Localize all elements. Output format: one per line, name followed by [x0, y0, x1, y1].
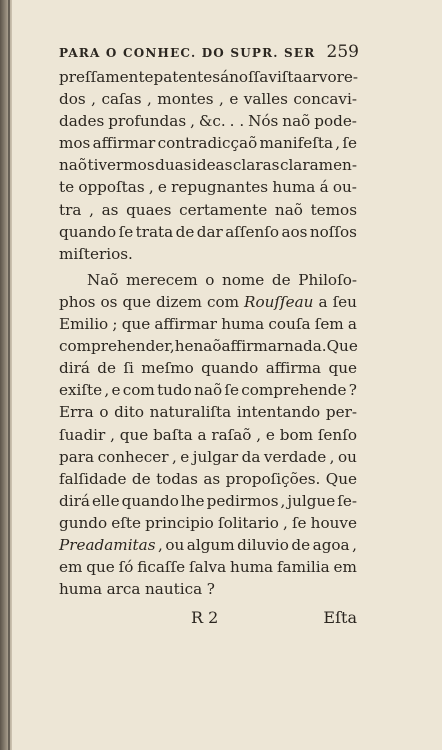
- word: quaes: [126, 200, 172, 219]
- word: claras: [232, 156, 280, 175]
- word: miſterios.: [59, 244, 133, 263]
- text-line: [59, 154, 357, 176]
- word: julgue: [287, 491, 336, 510]
- word: &c.: [198, 112, 226, 131]
- word: Que: [325, 469, 357, 488]
- text-line: [59, 291, 357, 313]
- word: ſeu: [332, 292, 357, 311]
- word: diluvio: [237, 535, 289, 554]
- word: duas: [155, 156, 192, 175]
- page-number: 259: [326, 42, 359, 62]
- word: de: [291, 535, 311, 554]
- word: affirmar: [221, 337, 285, 356]
- word: mos: [59, 134, 91, 153]
- word: e: [111, 381, 121, 400]
- word: ſalva: [189, 558, 227, 577]
- text-line: [59, 243, 357, 265]
- word: naõ: [193, 337, 222, 356]
- word: ſe: [291, 513, 307, 532]
- word: huma: [221, 315, 265, 334]
- word: ſem: [314, 315, 344, 334]
- word: naõ: [282, 112, 311, 131]
- word: que: [121, 315, 151, 334]
- word: ,: [148, 178, 154, 197]
- word: noſſos: [309, 222, 357, 241]
- word: da: [241, 447, 261, 466]
- word: ſó: [118, 558, 134, 577]
- word: viſta: [268, 68, 303, 86]
- word: lhe: [180, 491, 205, 510]
- word: agoa: [312, 535, 350, 554]
- word: arvore-: [302, 68, 359, 86]
- word: raſaõ: [211, 425, 252, 444]
- word: ?: [348, 381, 357, 400]
- word: o: [99, 403, 109, 422]
- word: eſte: [111, 513, 141, 532]
- book-gutter-edge: [8, 0, 10, 750]
- word: gundo: [59, 513, 108, 532]
- word: ,: [280, 491, 286, 510]
- word: repugnantes: [171, 178, 269, 197]
- word: Philoſo-: [298, 270, 357, 289]
- word: comprehende: [241, 381, 347, 400]
- word: pedirmos: [206, 491, 279, 510]
- word: a: [318, 292, 328, 311]
- word: os: [100, 292, 118, 311]
- text-line: [59, 199, 357, 221]
- book-gutter-shadow: [0, 0, 12, 750]
- word: tudo: [157, 381, 192, 400]
- word: ſe-: [337, 491, 357, 510]
- word: propoſições.: [225, 469, 321, 488]
- word: dizem: [155, 292, 202, 311]
- text-line: [59, 88, 357, 110]
- word: huma: [272, 178, 316, 197]
- text-line: [59, 446, 357, 468]
- text-line: [59, 556, 357, 578]
- word: baſta: [153, 425, 193, 444]
- word: ,: [91, 90, 96, 109]
- text-line: [59, 490, 357, 512]
- word: intentando: [236, 403, 321, 422]
- text-line: [59, 401, 357, 423]
- word: naturaliſta: [149, 403, 232, 422]
- signature-mark: R 2: [191, 608, 219, 627]
- word: manifeſta: [259, 134, 333, 153]
- book-page: [12, 0, 442, 750]
- word: affirmar: [92, 134, 156, 153]
- word: Rouſſeau: [244, 292, 314, 311]
- word: nada.: [284, 337, 327, 356]
- word: ,: [158, 535, 163, 554]
- word: elle: [91, 491, 120, 510]
- word: conhecer: [97, 447, 169, 466]
- word: dito: [114, 403, 144, 422]
- word: dirá: [59, 359, 90, 378]
- word: profundas: [108, 112, 187, 131]
- word: á: [319, 178, 329, 197]
- running-head: [59, 42, 359, 62]
- word: as: [203, 469, 221, 488]
- word: á: [220, 68, 230, 86]
- word: phos: [59, 292, 96, 311]
- text-line: [59, 221, 357, 243]
- word: para: [59, 447, 95, 466]
- word: montes: [157, 90, 214, 109]
- word: exiſte: [59, 381, 103, 400]
- word: oppoſtas: [78, 178, 145, 197]
- text-line: [59, 379, 357, 401]
- word: dos: [59, 90, 86, 109]
- word: valles: [243, 90, 288, 109]
- word: ſuadir: [59, 425, 106, 444]
- word: o: [205, 270, 215, 289]
- word: contradicçaõ: [157, 134, 258, 153]
- word: te: [59, 178, 75, 197]
- word: comprehender,: [59, 337, 175, 356]
- word: ,: [219, 90, 224, 109]
- word: ,: [282, 513, 288, 532]
- word: ,: [172, 447, 177, 466]
- word: ,: [352, 535, 357, 554]
- word: julgar: [192, 447, 239, 466]
- word: ,: [335, 134, 341, 153]
- word: de: [271, 270, 291, 289]
- word: ſenſo: [317, 425, 357, 444]
- body-text: [59, 66, 357, 600]
- word: que: [86, 558, 115, 577]
- word: Erra: [59, 403, 94, 422]
- word: noſſa: [229, 68, 269, 86]
- word: dar: [196, 222, 223, 241]
- word: certamente: [179, 200, 268, 219]
- word: em: [59, 558, 83, 577]
- word: aſſenſo: [225, 222, 280, 241]
- word: e: [157, 178, 167, 197]
- word: algum: [186, 535, 235, 554]
- word: quando: [59, 222, 117, 241]
- word: em: [333, 558, 357, 577]
- word: ſe: [224, 381, 239, 400]
- word: e: [180, 447, 190, 466]
- text-line: [59, 357, 357, 379]
- running-title: PARA O CONHEC. DO SUPR. SER: [59, 46, 316, 60]
- word: ;: [112, 315, 118, 334]
- word: patentes: [153, 68, 221, 86]
- catchword: Eſta: [323, 608, 357, 627]
- word: que: [328, 359, 357, 378]
- word: ſolitario: [217, 513, 279, 532]
- word: Emilio: [59, 315, 109, 334]
- word: Preadamitas: [59, 535, 156, 554]
- word: trata: [135, 222, 174, 241]
- word: ,: [104, 381, 110, 400]
- word: affirmar: [154, 315, 218, 334]
- word: per-: [325, 403, 357, 422]
- word: temos: [310, 200, 357, 219]
- word: e: [265, 425, 275, 444]
- word: naõ: [274, 200, 303, 219]
- word: ou: [165, 535, 185, 554]
- word: a: [197, 425, 207, 444]
- word: tivermos: [87, 156, 155, 175]
- word: de: [175, 222, 195, 241]
- word: concavi-: [293, 90, 357, 109]
- word: as: [101, 200, 119, 219]
- word: ,: [146, 90, 152, 109]
- word: dirá: [59, 491, 90, 510]
- word: houve: [310, 513, 357, 532]
- word: caſas: [101, 90, 142, 109]
- text-line: [59, 512, 357, 534]
- text-line: [59, 578, 357, 600]
- word: nautica: [145, 580, 203, 599]
- word: preſſamente: [59, 68, 154, 86]
- word: todas: [156, 469, 198, 488]
- word: familia: [276, 558, 330, 577]
- word: dades: [59, 112, 105, 131]
- word: ou: [337, 447, 357, 466]
- word: e: [229, 90, 239, 109]
- word: ,: [110, 425, 115, 444]
- word: meſmo: [141, 359, 194, 378]
- word: merecem: [126, 270, 198, 289]
- word: claramen-: [279, 156, 357, 175]
- word: Nós: [248, 112, 279, 131]
- word: falſidade: [59, 469, 127, 488]
- text-line: [59, 176, 357, 198]
- text-line: [59, 468, 357, 490]
- word: quando: [121, 491, 179, 510]
- text-line: [59, 313, 357, 335]
- word: Que: [326, 337, 358, 356]
- text-line: [59, 534, 357, 556]
- word: que: [122, 292, 151, 311]
- word: ideas: [191, 156, 233, 175]
- word: huma: [230, 558, 274, 577]
- word: couſa: [268, 315, 311, 334]
- word: ,: [256, 425, 262, 444]
- word: ſe: [118, 222, 134, 241]
- word: a: [347, 315, 357, 334]
- word: ,: [89, 200, 94, 219]
- word: com: [206, 292, 240, 311]
- text-line: [59, 110, 357, 132]
- word: ,: [190, 112, 195, 131]
- text-line: [59, 132, 357, 154]
- text-line: [59, 66, 357, 88]
- word: principio: [145, 513, 214, 532]
- word: huma: [59, 580, 103, 599]
- word: ?: [206, 580, 215, 599]
- text-line: [59, 335, 357, 357]
- word: de: [97, 359, 116, 378]
- word: naõ: [59, 156, 87, 175]
- word: quando: [201, 359, 259, 378]
- word: . .: [229, 112, 245, 131]
- word: ficaſſe: [137, 558, 186, 577]
- word: pode-: [314, 112, 357, 131]
- word: que: [119, 425, 149, 444]
- word: tra: [59, 200, 82, 219]
- word: Naõ: [87, 270, 119, 289]
- text-line: [59, 424, 357, 446]
- word: ,: [329, 447, 335, 466]
- word: bom: [279, 425, 313, 444]
- word: he: [174, 337, 194, 356]
- word: arca: [106, 580, 141, 599]
- word: affirma: [265, 359, 322, 378]
- word: ou-: [332, 178, 357, 197]
- text-line: [59, 269, 357, 291]
- word: naõ: [194, 381, 223, 400]
- word: ſe: [342, 134, 357, 153]
- word: aos: [281, 222, 308, 241]
- word: ſi: [123, 359, 134, 378]
- word: com: [122, 381, 155, 400]
- word: de: [131, 469, 151, 488]
- word: nome: [221, 270, 265, 289]
- word: verdade: [263, 447, 327, 466]
